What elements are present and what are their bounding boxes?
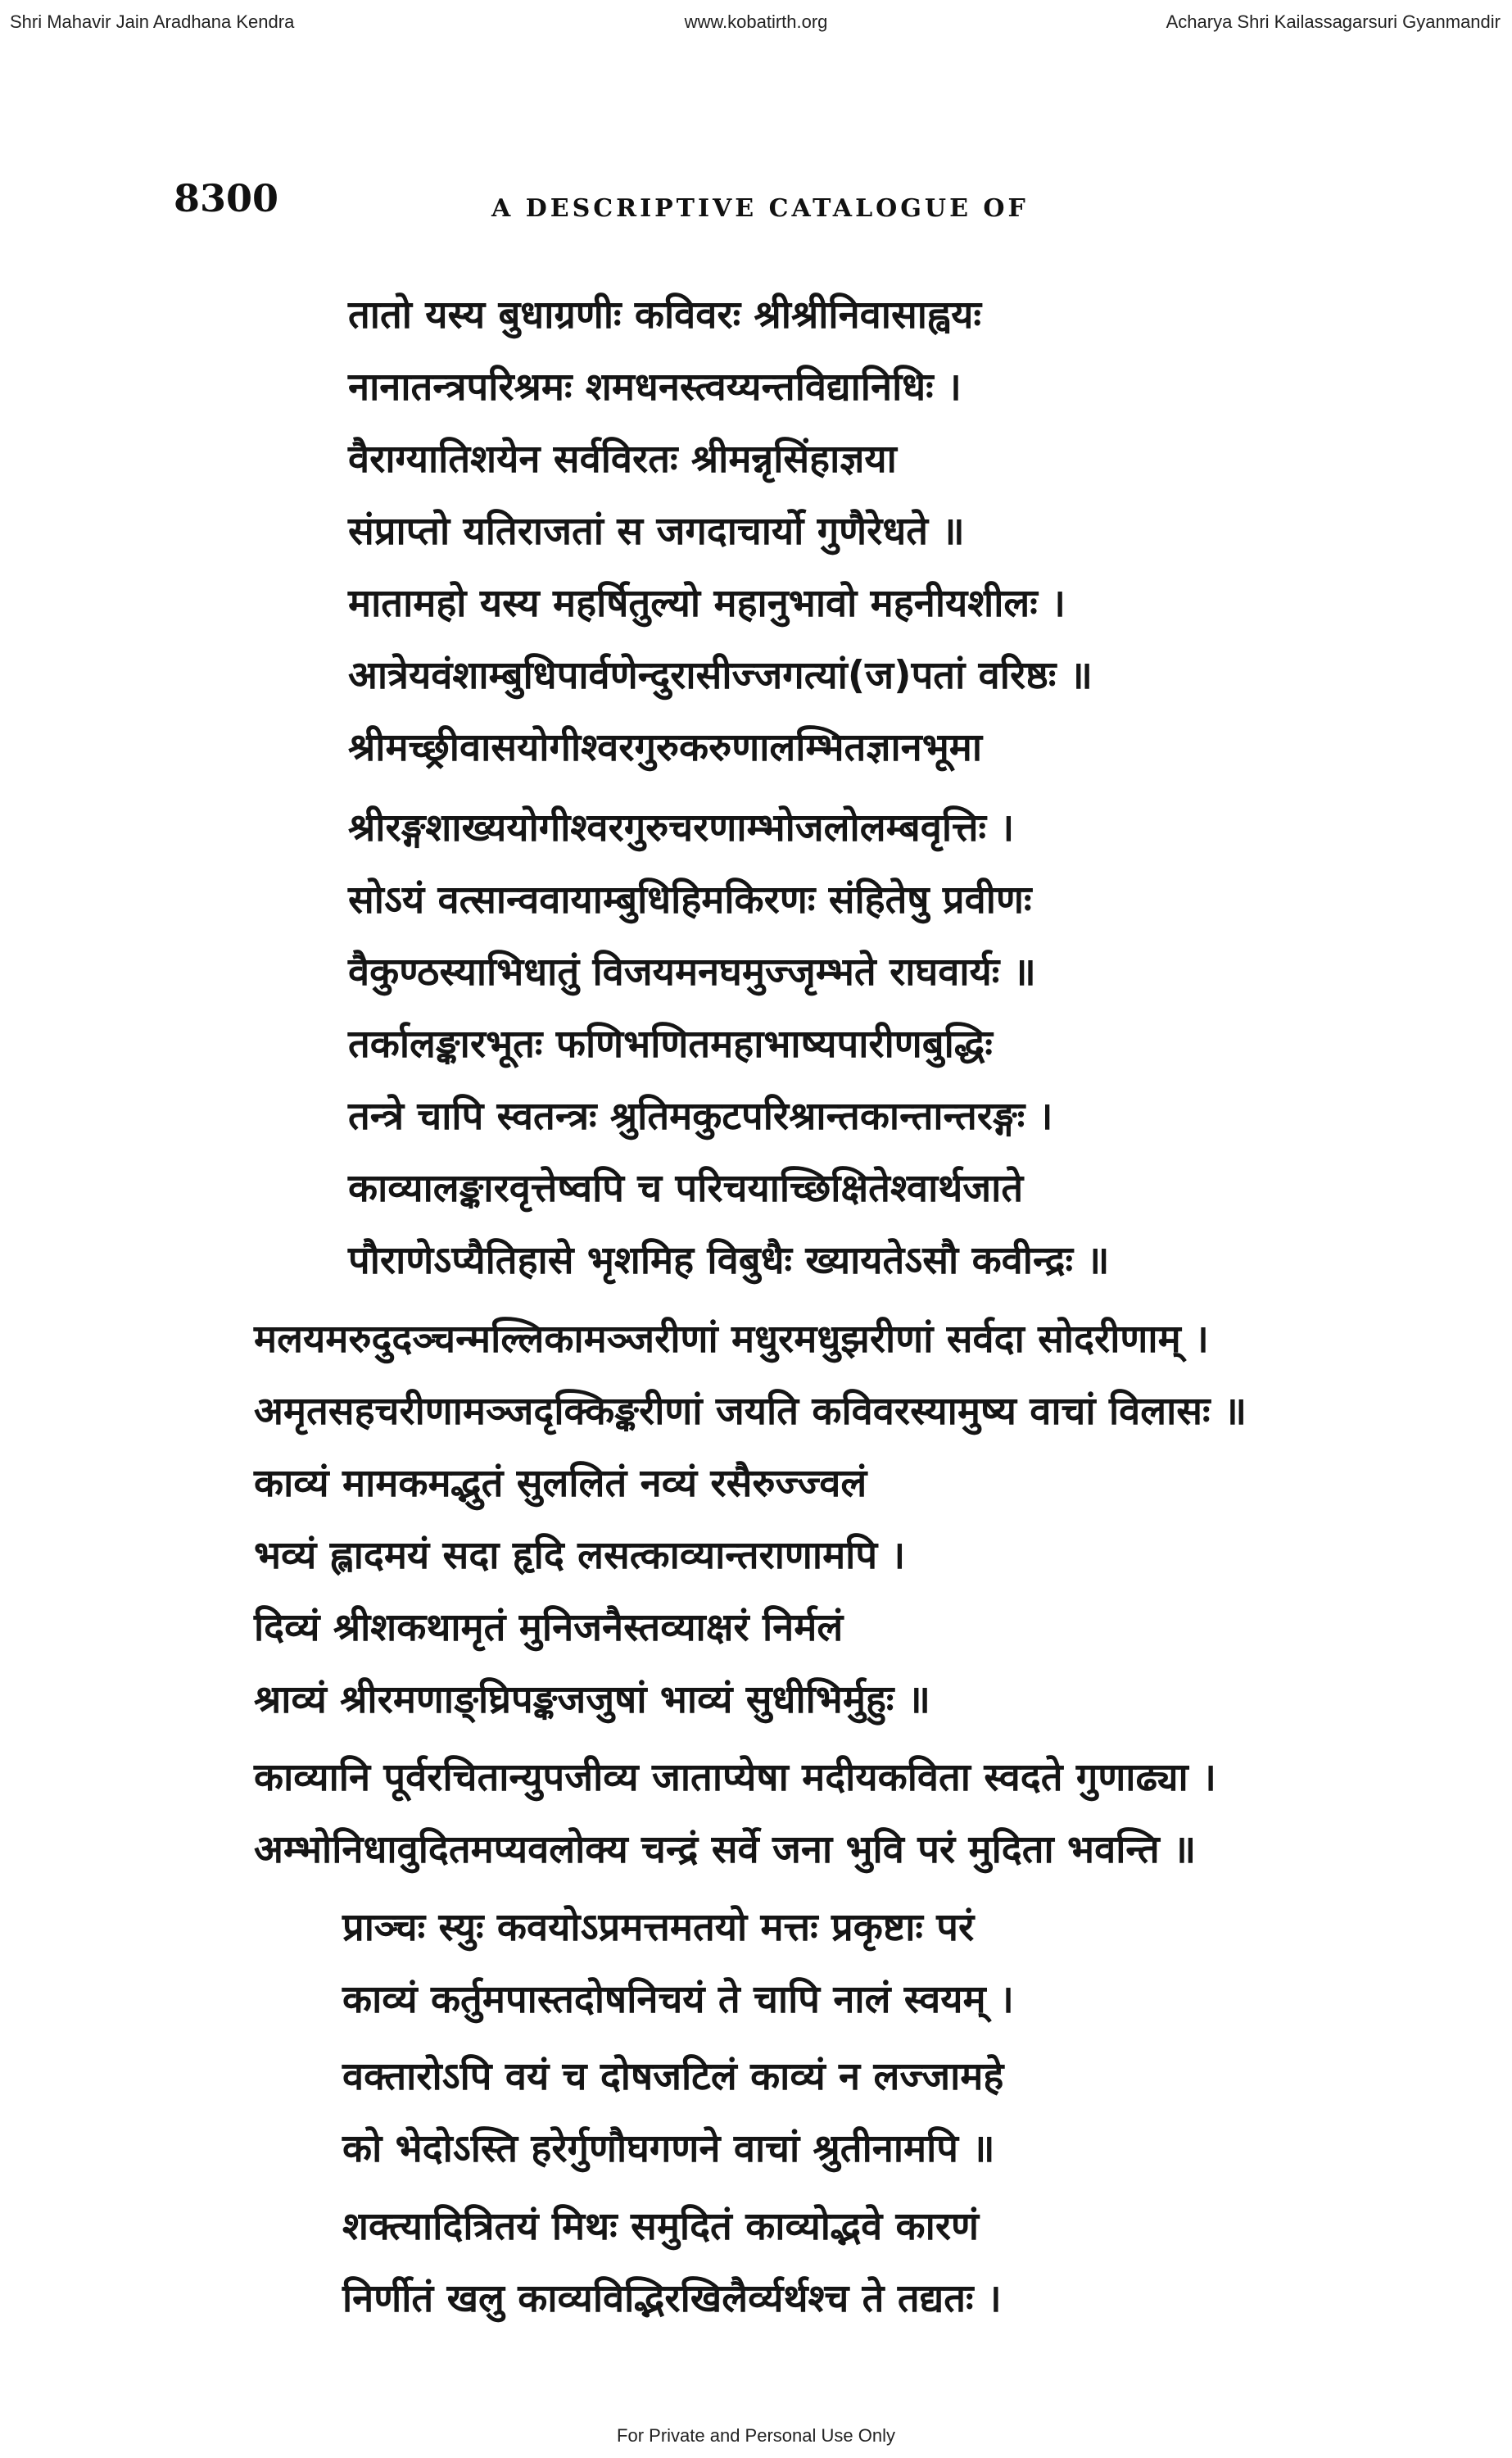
header-left-text: Shri Mahavir Jain Aradhana Kendra [10,11,295,32]
verse-line: काव्यं कर्तुमपास्तदोषनिचयं ते चापि नालं स्वयम् । [342,1977,1014,2022]
verse-line: श्रीमच्छ्रीवासयोगीश्वरगुरुकरुणालम्भितज्ञानभूमा [348,725,983,770]
verse-line: काव्यानि पूर्वरचितान्युपजीव्य जाताप्येषा मदीयकविता स्वदते गुणाढ्या । [254,1755,1216,1800]
header-center-url: www.kobatirth.org [684,11,828,32]
verse-line: श्रीरङ्गशाख्ययोगीश्वरगुरुचरणाम्भोजलोलम्बवृत्तिः । [348,805,1015,850]
verse-line: संप्राप्तो यतिराजतां स जगदाचार्यो गुणैरेधते ॥ [348,509,965,554]
verse-line: वैकुण्ठस्याभिधातुं विजयमनघमुज्जृम्भते राघवार्यः ॥ [348,950,1036,995]
verse-line: आत्रेयवंशाम्बुधिपार्वणेन्दुरासीज्जगत्यां(ज)पतां वरिष्ठः ॥ [348,653,1093,698]
verse-line: मातामहो यस्य महर्षितुल्यो महानुभावो महनीयशीलः । [348,581,1066,626]
verse-line: अमृतसहचरीणामञ्जदृक्किङ्करीणां जयति कविवरस्यामुष्य वाचां विलासः ॥ [254,1389,1247,1434]
page-number: 8300 [174,176,279,220]
verse-line: तर्कालङ्कारभूतः फणिभणितमहाभाष्यपारीणबुद्धिः [348,1022,993,1067]
verse-line: काव्यं मामकमद्भुतं सुललितं नव्यं रसैरुज्ज्वलं [254,1461,867,1506]
verse-line: दिव्यं श्रीशकथामृतं मुनिजनैस्तव्याक्षरं निर्मलं [254,1605,844,1650]
footer-text: For Private and Personal Use Only [617,2425,895,2446]
verse-line: अम्भोनिधावुदितमप्यवलोक्य चन्द्रं सर्वे जना भुवि परं मुदिता भवन्ति ॥ [254,1827,1197,1872]
verse-line: वक्तारोऽपि वयं च दोषजटिलं काव्यं न लज्जामहे [342,2054,1004,2099]
header-right-text: Acharya Shri Kailassagarsuri Gyanmandir [1166,11,1501,32]
verse-line: काव्यालङ्कारवृत्तेष्वपि च परिचयाच्छिक्षितेश्वार्थजाते [348,1166,1024,1211]
verse-line: तातो यस्य बुधाग्रणीः कविवरः श्रीश्रीनिवासाह्वयः [348,293,981,338]
verse-line: वैराग्यातिशयेन सर्वविरतः श्रीमन्नृसिंहाज्ञया [348,437,897,482]
verse-line: निर्णीतं खलु काव्यविद्भिरखिलैर्व्यर्थश्च ते तद्यतः । [342,2276,1002,2321]
verse-line: को भेदोऽस्ति हरेर्गुणौघगणने वाचां श्रुतीनामपि ॥ [342,2126,995,2171]
verse-line: भव्यं ह्लादमयं सदा हृदि लसत्काव्यान्तराणामपि । [254,1533,906,1578]
verse-line: सोऽयं वत्सान्ववायाम्बुधिहिमकिरणः संहितेषु प्रवीणः [348,878,1032,923]
verse-line: मलयमरुदुदञ्चन्मल्लिकामञ्जरीणां मधुरमधुझरीणां सर्वदा सोदरीणाम् । [254,1317,1209,1362]
verse-line: प्राञ्चः स्युः कवयोऽप्रमत्तमतयो मत्तः प्रकृष्टाः परं [342,1905,975,1950]
verse-line: नानातन्त्रपरिश्रमः शमधनस्त्वय्यन्तविद्यानिधिः । [348,365,962,410]
verse-line: श्राव्यं श्रीरमणाङ्घ्रिपङ्कजजुषां भाव्यं सुधीभिर्मुहुः ॥ [254,1677,930,1722]
verse-line: तन्त्रे चापि स्वतन्त्रः श्रुतिमकुटपरिश्रान्तकान्तान्तरङ्गः । [348,1094,1053,1139]
running-title: A DESCRIPTIVE CATALOGUE OF [491,194,1029,223]
verse-line: शक्त्यादित्रितयं मिथः समुदितं काव्योद्भवे कारणं [342,2204,980,2249]
verse-line: पौराणेऽप्यैतिहासे भृशमिह विबुधैः ख्यायतेऽसौ कवीन्द्रः ॥ [348,1238,1110,1283]
